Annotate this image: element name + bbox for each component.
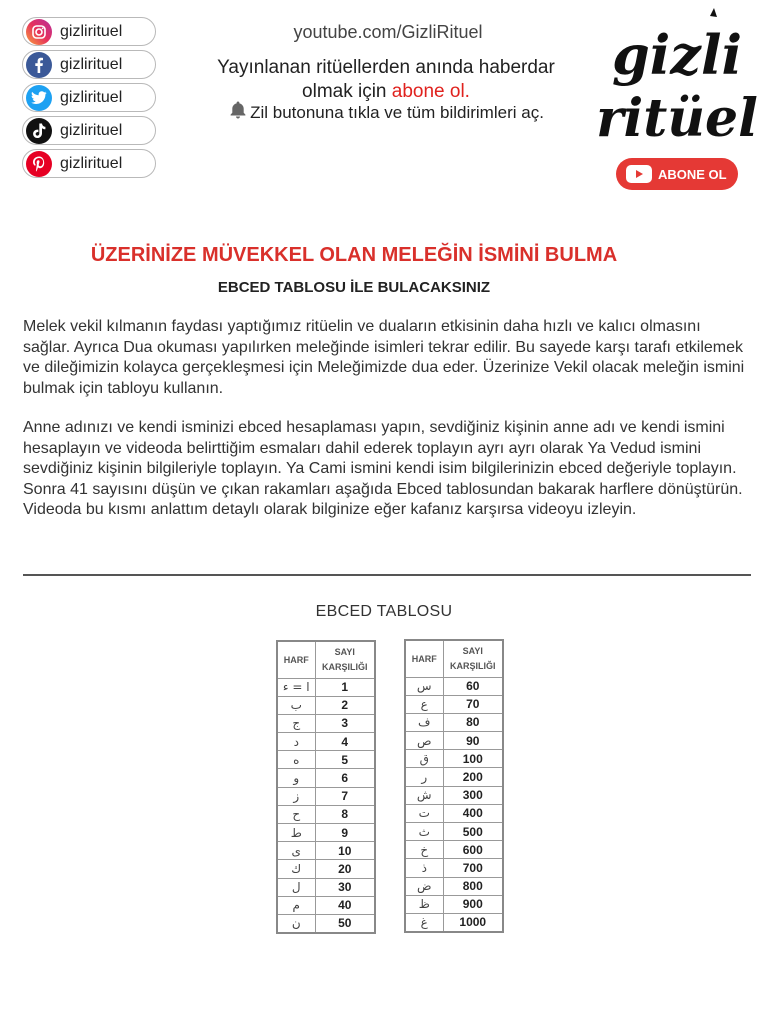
value-cell: 7 (315, 787, 375, 805)
col-letter-header: HARF (405, 640, 443, 677)
table-row (405, 786, 503, 804)
ebced-table-1 (276, 640, 376, 934)
col-value-header (315, 641, 375, 678)
gizli-rituel-logo (592, 8, 762, 148)
pinterest-handle: gizlirituel (60, 154, 123, 172)
table-row (405, 677, 503, 695)
twitter-icon (26, 85, 52, 111)
col-letter-header: HARF (277, 641, 315, 678)
subscribe-link[interactable]: abone ol. (391, 81, 470, 102)
table-row (277, 805, 375, 823)
value-cell: 10 (315, 842, 375, 860)
letter-cell: ش (405, 786, 443, 804)
logo-line1: gizli (612, 23, 742, 87)
letter-cell: ك (277, 860, 315, 878)
value-cell: 300 (443, 786, 503, 804)
table-row (277, 751, 375, 769)
value-cell: 4 (315, 733, 375, 751)
value-cell: 3 (315, 714, 375, 732)
value-cell: 600 (443, 841, 503, 859)
table-row (277, 842, 375, 860)
value-cell: 700 (443, 859, 503, 877)
col-value-header-line1: SAYI (462, 646, 483, 657)
pinterest-icon (26, 151, 52, 177)
value-cell: 800 (443, 877, 503, 895)
table-row (405, 895, 503, 913)
letter-cell: خ (405, 841, 443, 859)
value-cell: 20 (315, 860, 375, 878)
value-cell: 70 (443, 695, 503, 713)
letter-cell: ه (277, 751, 315, 769)
col-value-header (443, 640, 503, 677)
facebook-link[interactable] (22, 50, 156, 79)
letter-cell: د (277, 733, 315, 751)
divider (23, 574, 751, 576)
table-row (277, 860, 375, 878)
table-row (405, 804, 503, 822)
twitter-link[interactable] (22, 83, 156, 112)
subscribe-notice-prefix: olmak için (302, 81, 392, 102)
youtube-icon (626, 165, 652, 183)
letter-cell: ح (277, 805, 315, 823)
table-row (277, 896, 375, 914)
bell-notice-text: Zil butonuna tıkla ve tüm bildirimleri aç. (250, 102, 544, 122)
tiktok-icon (26, 118, 52, 144)
table-row (277, 696, 375, 714)
letter-cell: ل (277, 878, 315, 896)
instagram-icon (26, 19, 52, 45)
value-cell: 1000 (443, 913, 503, 931)
table-row (405, 695, 503, 713)
table-row (277, 878, 375, 896)
table-row (277, 714, 375, 732)
value-cell: 50 (315, 914, 375, 932)
table-row (405, 732, 503, 750)
subscribe-notice-line1: Yayınlanan ritüellerden anında haberdar (217, 57, 555, 78)
paragraph-1: Melek vekil kılmanın faydası yaptığımız ritüelin ve duaların etkisinin daha hızlı ve kalıcı olmasını sağlar. Ayrıca Dua okuması yapılırken meleğinde isimleri tekrar edilir. Bu sayede karşı tarafı etkilemek ve dileğimizin kolayca gerçekleşmesi için Meleğimizde dua eder. Üzerinize Vekil olacak meleğin ismini bulmak için tabloyu kullanın. (23, 318, 745, 397)
tiktok-link[interactable] (22, 116, 156, 145)
value-cell: 500 (443, 823, 503, 841)
value-cell: 90 (443, 732, 503, 750)
subscribe-button-label: ABONE OL (658, 166, 727, 182)
letter-cell: ب (277, 696, 315, 714)
ebced-table-title: EBCED TABLOSU (315, 603, 453, 620)
letter-cell: غ (405, 913, 443, 931)
ebced-table-2 (404, 639, 504, 933)
table-row (277, 914, 375, 932)
table-row (277, 733, 375, 751)
table-row (405, 713, 503, 731)
letter-cell: ط (277, 824, 315, 842)
bell-icon (228, 100, 248, 125)
article-subtitle: EBCED TABLOSU İLE BULACAKSINIZ (217, 279, 491, 296)
letter-cell: ا = ء (277, 678, 315, 696)
value-cell: 900 (443, 895, 503, 913)
letter-cell: و (277, 769, 315, 787)
facebook-icon (26, 52, 52, 78)
instagram-link[interactable] (22, 17, 156, 46)
col-value-header-line2: KARŞILIĞI (321, 662, 368, 673)
subscribe-notice (186, 56, 586, 104)
letter-cell: ف (405, 713, 443, 731)
table-row (405, 913, 503, 931)
value-cell: 5 (315, 751, 375, 769)
table-row (405, 768, 503, 786)
value-cell: 40 (315, 896, 375, 914)
logo-line2: ritüel (596, 88, 758, 148)
youtube-url[interactable]: youtube.com/GizliRituel (293, 22, 483, 42)
facebook-handle: gizlirituel (60, 55, 123, 73)
value-cell: 8 (315, 805, 375, 823)
letter-cell: ع (405, 695, 443, 713)
twitter-handle: gizlirituel (60, 88, 123, 106)
table-row (405, 841, 503, 859)
letter-cell: ض (405, 877, 443, 895)
table-row (405, 859, 503, 877)
tiktok-handle: gizlirituel (60, 121, 123, 139)
letter-cell: ر (405, 768, 443, 786)
value-cell: 2 (315, 696, 375, 714)
value-cell: 100 (443, 750, 503, 768)
table-row (277, 787, 375, 805)
letter-cell: ز (277, 787, 315, 805)
paragraph-2: Anne adınızı ve kendi isminizi ebced hesaplaması yapın, sevdiğiniz kişinin anne adı ve kendi ismini hesaplayın ve videoda belirttiğim esmaları dahil ederek toplayın ayrı ayrı olarak Ya Vedud ismini sevdiğiniz kişinin bilgileriyle toplayın. Ya Cami ismini kendi isim bilgilerinizin ebced değeriyle toplayın. Sonra 41 sayısını düşün ve çıkan rakamları aşağıda Ebced tablosundan bakarak harflere dönüştürün. Videoda bu kısmı anlattım detaylı olarak bilginize eğer kafanız karşırsa videoyu izleyin. (23, 419, 743, 518)
table-row (405, 823, 503, 841)
value-cell: 30 (315, 878, 375, 896)
bell-notice (186, 100, 586, 125)
value-cell: 1 (315, 678, 375, 696)
letter-cell: ظ (405, 895, 443, 913)
letter-cell: ص (405, 732, 443, 750)
letter-cell: ن (277, 914, 315, 932)
letter-cell: ث (405, 823, 443, 841)
letter-cell: ق (405, 750, 443, 768)
value-cell: 200 (443, 768, 503, 786)
value-cell: 400 (443, 804, 503, 822)
instagram-handle: gizlirituel (60, 22, 123, 40)
col-value-header-line2: KARŞILIĞI (449, 661, 496, 672)
table-row (405, 877, 503, 895)
letter-cell: ج (277, 714, 315, 732)
letter-cell: ت (405, 804, 443, 822)
letter-cell: ى (277, 842, 315, 860)
letter-cell: م (277, 896, 315, 914)
table-row (277, 824, 375, 842)
col-value-header-line1: SAYI (334, 647, 355, 658)
table-row (277, 678, 375, 696)
table-row (405, 750, 503, 768)
table-row (277, 769, 375, 787)
value-cell: 60 (443, 677, 503, 695)
article-title: ÜZERİNİZE MÜVEKKEL OLAN MELEĞİN İSMİNİ BULMA (90, 244, 618, 266)
value-cell: 80 (443, 713, 503, 731)
letter-cell: س (405, 677, 443, 695)
pinterest-link[interactable] (22, 149, 156, 178)
letter-cell: ذ (405, 859, 443, 877)
subscribe-button[interactable] (616, 158, 738, 190)
value-cell: 6 (315, 769, 375, 787)
social-links (22, 17, 156, 182)
value-cell: 9 (315, 824, 375, 842)
